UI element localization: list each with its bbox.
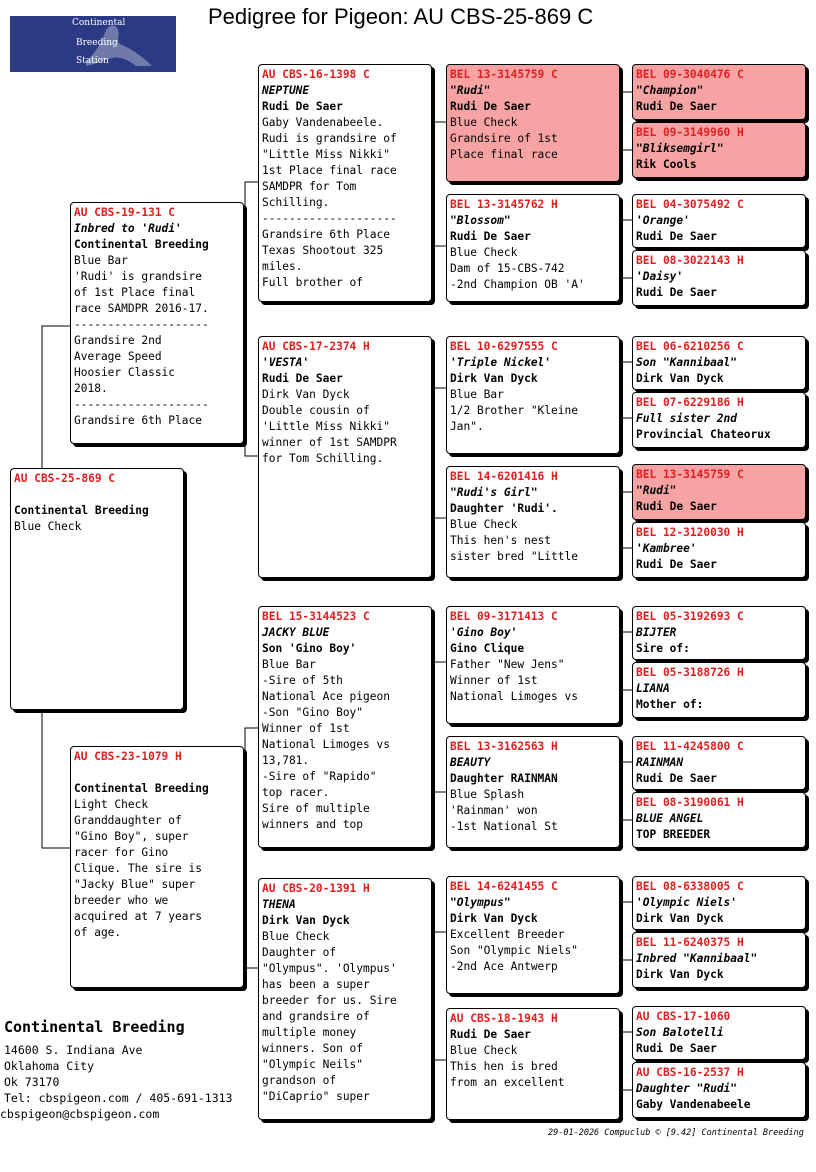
info-line: National Limoges vs — [262, 738, 390, 751]
breeder-line: Mother of: — [636, 698, 704, 711]
info-line: breeder for us. Sire — [262, 994, 397, 1007]
ring-number: BEL 11-6240375 H — [636, 936, 744, 949]
info-line: Blue Check — [450, 116, 518, 129]
pigeon-name: "Rudi" — [450, 84, 491, 97]
info-line: -2nd Ace Antwerp — [450, 960, 558, 973]
pigeon-name: "Olympus" — [450, 896, 511, 909]
info-line: for Tom Schilling. — [262, 452, 384, 465]
info-line: 'Rudi' is grandsire — [74, 270, 202, 283]
info-line: Hoosier Classic — [74, 366, 176, 379]
breeder-line: Rik Cools — [636, 158, 697, 171]
logo-line-2: Breeding — [76, 38, 118, 48]
pedigree-box-g14[interactable] — [632, 932, 806, 988]
info-line: Clique. The sire is — [74, 862, 202, 875]
info-line: Granddaughter of — [74, 814, 182, 827]
pigeon-name: LIANA — [636, 682, 670, 695]
info-line: Blue Splash — [450, 788, 525, 801]
info-line: Grandsire 2nd — [74, 334, 162, 347]
ring-number: BEL 14-6241455 C — [450, 880, 558, 893]
info-line: -Son "Gino Boy" — [262, 706, 364, 719]
pedigree-box-g3[interactable] — [632, 194, 806, 248]
pedigree-box-g10[interactable] — [632, 662, 806, 718]
pigeon-name: "Rudi" — [636, 484, 677, 497]
info-line: from an excellent — [450, 1076, 565, 1089]
ring-number: BEL 09-3149960 H — [636, 126, 744, 139]
breeder-line: Son 'Gino Boy' — [262, 642, 357, 655]
ring-number: AU CBS-23-1079 H — [74, 750, 182, 763]
info-line: Texas Shootout 325 — [262, 244, 384, 257]
pigeon-name: 'Orange' — [636, 214, 690, 227]
info-line: Blue Check — [14, 520, 82, 533]
pedigree-box-ssd[interactable] — [446, 194, 620, 302]
info-line: Average Speed — [74, 350, 162, 363]
pedigree-box-sss[interactable] — [446, 64, 620, 182]
ring-number: BEL 08-3022143 H — [636, 254, 744, 267]
ring-number: BEL 09-3040476 C — [636, 68, 744, 81]
ring-number: BEL 09-3171413 C — [450, 610, 558, 623]
info-line: Sire of multiple — [262, 802, 370, 815]
breeder-line: Daughter RAINMAN — [450, 772, 558, 785]
info-line: Gaby Vandenabeele. — [262, 116, 384, 129]
info-line: Blue Check — [450, 246, 518, 259]
info-line: Blue Bar — [74, 254, 128, 267]
info-line: winners. Son of — [262, 1042, 364, 1055]
info-line: 1/2 Brother "Kleine — [450, 404, 578, 417]
info-line: Dam of 15-CBS-742 — [450, 262, 565, 275]
info-line: SAMDPR for Tom — [262, 180, 357, 193]
info-line: -------------------- — [74, 318, 209, 331]
info-line: miles. — [262, 260, 303, 273]
pedigree-box-g11[interactable] — [632, 736, 806, 790]
pigeon-name: "Rudi's Girl" — [450, 486, 538, 499]
info-line: Blue Check — [262, 930, 330, 943]
info-line: Blue Bar — [450, 388, 504, 401]
pedigree-box-g1[interactable] — [632, 64, 806, 120]
pedigree-box-sire-dam[interactable] — [258, 336, 432, 578]
logo-line-3: Station — [76, 56, 109, 66]
pedigree-box-g7[interactable] — [632, 464, 806, 520]
ring-number: BEL 05-3188726 H — [636, 666, 744, 679]
info-line: grandson of — [262, 1074, 337, 1087]
breeder-line: Rudi De Saer — [450, 100, 531, 113]
info-line: Rudi is grandsire of — [262, 132, 397, 145]
pedigree-box-sire-sire[interactable] — [258, 64, 432, 302]
info-line: -------------------- — [262, 212, 397, 225]
ring-number: BEL 08-6338005 C — [636, 880, 744, 893]
address-line: Ok 73170 — [4, 1075, 60, 1089]
breeder-line: Provincial Chateorux — [636, 428, 771, 441]
breeder-line: TOP BREEDER — [636, 828, 711, 841]
pedigree-box-dss[interactable] — [446, 606, 620, 724]
breeder-line: Rudi De Saer — [636, 230, 717, 243]
ring-number: BEL 14-6201416 H — [450, 470, 558, 483]
ring-number: AU CBS-17-1060 — [636, 1010, 731, 1023]
info-line: Winner of 1st — [262, 722, 350, 735]
breeder-line: Dirk Van Dyck — [262, 914, 350, 927]
pigeon-name: Inbred to 'Rudi' — [74, 222, 182, 235]
pedigree-box-dam-sire[interactable] — [258, 606, 432, 848]
pigeon-name: Son "Kannibaal" — [636, 356, 738, 369]
pigeon-name: RAINMAN — [636, 756, 684, 769]
info-line: multiple money — [262, 1026, 357, 1039]
info-line: racer for Gino — [74, 846, 169, 859]
info-line: Continental Breeding — [14, 504, 149, 517]
pigeon-name: Son Balotelli — [636, 1026, 724, 1039]
info-line: Dirk Van Dyck — [262, 388, 350, 401]
breeder-line: Dirk Van Dyck — [636, 372, 724, 385]
address-line: 14600 S. Indiana Ave — [4, 1043, 143, 1057]
info-line: breeder who we — [74, 894, 169, 907]
breeder-line: Rudi De Saer — [636, 772, 717, 785]
info-line: 1st Place final race — [262, 164, 397, 177]
address-line: cbspigeon@cbspigeon.com — [0, 1107, 160, 1121]
info-line: -------------------- — [74, 398, 209, 411]
info-line: top racer. — [262, 786, 330, 799]
info-line: race SAMDPR 2016-17. — [74, 302, 209, 315]
info-line: Grandsire 6th Place — [74, 414, 202, 427]
pigeon-name: BIJTER — [636, 626, 677, 639]
info-line: Daughter of — [262, 946, 337, 959]
info-line: and grandsire of — [262, 1010, 370, 1023]
info-line: Full brother of — [262, 276, 364, 289]
breeder-line: Rudi De Saer — [636, 100, 717, 113]
info-line: Grandsire of 1st — [450, 132, 558, 145]
pedigree-box-g13[interactable] — [632, 876, 806, 930]
pigeon-name: "Blossom" — [450, 214, 511, 227]
info-line: Winner of 1st — [450, 674, 538, 687]
address-line: Tel: cbspigeon.com / 405-691-1313 — [4, 1091, 233, 1105]
pigeon-name: Inbred "Kannibaal" — [636, 952, 758, 965]
page-title: Pedigree for Pigeon: AU CBS-25-869 C — [208, 4, 594, 29]
address-line: Oklahoma City — [4, 1059, 95, 1073]
info-line: -Sire of "Rapido" — [262, 770, 377, 783]
breeder-line: Rudi De Saer — [636, 1042, 717, 1055]
pedigree-box-g9[interactable] — [632, 606, 806, 660]
pedigree-box-g8[interactable] — [632, 522, 806, 578]
info-line: of age. — [74, 926, 122, 939]
info-line: Blue Check — [450, 1044, 518, 1057]
breeder-line: Rudi De Saer — [636, 286, 717, 299]
info-line: Light Check — [74, 798, 149, 811]
breeder-line: Daughter 'Rudi'. — [450, 502, 558, 515]
breeder-line: Dirk Van Dyck — [636, 968, 724, 981]
logo-line-1: Continental — [72, 18, 126, 28]
pigeon-name: "Champion" — [636, 84, 704, 97]
info-line: -1st National St — [450, 820, 558, 833]
pigeon-name: 'Olympic Niels' — [636, 896, 738, 909]
info-line — [74, 765, 240, 781]
info-line: 2018. — [74, 382, 108, 395]
pigeon-name: BLUE ANGEL — [636, 812, 704, 825]
breeder-address — [0, 1042, 233, 1122]
info-line: Continental Breeding — [74, 782, 209, 795]
breeder-line: Rudi De Saer — [450, 230, 531, 243]
info-line: winners and top — [262, 818, 364, 831]
info-line: of 1st Place final — [74, 286, 196, 299]
info-line: winner of 1st SAMDPR — [262, 436, 397, 449]
info-line: Blue Check — [450, 518, 518, 531]
info-line: Son "Olympic Niels" — [450, 944, 578, 957]
breeder-line: Dirk Van Dyck — [450, 912, 538, 925]
ring-number: AU CBS-18-1943 H — [450, 1012, 558, 1025]
info-line: acquired at 7 years — [74, 910, 202, 923]
info-line: has been a super — [262, 978, 370, 991]
info-line: National Limoges vs — [450, 690, 578, 703]
info-line: 13,781. — [262, 754, 310, 767]
pedigree-box-sdd[interactable] — [446, 466, 620, 578]
info-line: Schilling. — [262, 196, 330, 209]
ring-number: AU CBS-20-1391 H — [262, 882, 370, 895]
ring-number: BEL 13-3162563 H — [450, 740, 558, 753]
ring-number: BEL 04-3075492 C — [636, 198, 744, 211]
print-stamp: 29-01-2026 Compuclub © [9.42] Continental Breeding — [548, 1128, 804, 1138]
info-line: -2nd Champion OB 'A' — [450, 278, 585, 291]
pedigree-box-dsd[interactable] — [446, 736, 620, 848]
pedigree-box-g6[interactable] — [632, 392, 806, 448]
pigeon-name: 'Triple Nickel' — [450, 356, 552, 369]
ring-number: BEL 12-3120030 H — [636, 526, 744, 539]
info-line: "Olympic Neils" — [262, 1058, 364, 1071]
info-line: National Ace pigeon — [262, 690, 390, 703]
pigeon-name: "Bliksemgirl" — [636, 142, 724, 155]
breeder-line: Gaby Vandenabeele — [636, 1098, 751, 1111]
info-line: This hen's nest — [450, 534, 552, 547]
ring-number: AU CBS-17-2374 H — [262, 340, 370, 353]
info-line: "Gino Boy", super — [74, 830, 189, 843]
pedigree-box-g15[interactable] — [632, 1006, 806, 1060]
pedigree-box-g16[interactable] — [632, 1062, 806, 1118]
pigeon-name: THENA — [262, 898, 296, 911]
pigeon-name: Full sister 2nd — [636, 412, 738, 425]
info-line: "Olympus". 'Olympus' — [262, 962, 397, 975]
ring-number: BEL 13-3145759 C — [636, 468, 744, 481]
pedigree-box-dam[interactable] — [70, 746, 244, 988]
breeder-line: Rudi De Saer — [262, 372, 343, 385]
info-line: Father "New Jens" — [450, 658, 565, 671]
pigeon-name: 'Kambree' — [636, 542, 697, 555]
info-line: sister bred "Little — [450, 550, 578, 563]
breeder-name: Continental Breeding — [4, 1018, 185, 1036]
breeder-line: Gino Clique — [450, 642, 525, 655]
ring-number: BEL 10-6297555 C — [450, 340, 558, 353]
pedigree-box-subject[interactable] — [10, 468, 184, 710]
ring-number: BEL 06-6210256 C — [636, 340, 744, 353]
ring-number: BEL 11-4245800 C — [636, 740, 744, 753]
info-line: Excellent Breeder — [450, 928, 565, 941]
pedigree-box-sire[interactable] — [70, 202, 244, 444]
pigeon-name: Daughter "Rudi" — [636, 1082, 738, 1095]
pedigree-box-g5[interactable] — [632, 336, 806, 390]
ring-number: BEL 13-3145762 H — [450, 198, 558, 211]
info-line: -Sire of 5th — [262, 674, 343, 687]
breeder-line: Dirk Van Dyck — [636, 912, 724, 925]
breeder-line: Rudi De Saer — [636, 500, 717, 513]
info-line: "Little Miss Nikki" — [262, 148, 390, 161]
info-line: 'Rainman' won — [450, 804, 538, 817]
pigeon-name: 'Daisy' — [636, 270, 684, 283]
ring-number: AU CBS-16-2537 H — [636, 1066, 744, 1079]
pedigree-box-g2[interactable] — [632, 122, 806, 178]
ring-number: BEL 08-3190061 H — [636, 796, 744, 809]
breeder-line: Sire of: — [636, 642, 690, 655]
ring-number: AU CBS-25-869 C — [14, 472, 116, 485]
ring-number: AU CBS-16-1398 C — [262, 68, 370, 81]
pigeon-name: JACKY BLUE — [262, 626, 330, 639]
pigeon-name: 'Gino Boy' — [450, 626, 518, 639]
pedigree-box-ddd[interactable] — [446, 1008, 620, 1120]
info-line: Jan". — [450, 420, 484, 433]
ring-number: BEL 05-3192693 C — [636, 610, 744, 623]
info-line: 'Little Miss Nikki" — [262, 420, 390, 433]
info-line: Blue Bar — [262, 658, 316, 671]
pedigree-box-g4[interactable] — [632, 250, 806, 306]
ring-number: AU CBS-19-131 C — [74, 206, 176, 219]
breeder-line: Rudi De Saer — [636, 558, 717, 571]
pedigree-box-dam-dam[interactable] — [258, 878, 432, 1120]
pigeon-name: BEAUTY — [450, 756, 491, 769]
breeder-line: Dirk Van Dyck — [450, 372, 538, 385]
breeder-line: Continental Breeding — [74, 238, 209, 251]
info-line: Double cousin of — [262, 404, 370, 417]
info-line: Grandsire 6th Place — [262, 228, 390, 241]
info-line: "DiCaprio" super — [262, 1090, 370, 1103]
info-line: Place final race — [450, 148, 558, 161]
pedigree-box-dds[interactable] — [446, 876, 620, 994]
pigeon-name: NEPTUNE — [262, 84, 310, 97]
breeder-line: Rudi De Saer — [262, 100, 343, 113]
info-line — [14, 487, 180, 503]
ring-number: BEL 07-6229186 H — [636, 396, 744, 409]
ring-number: BEL 15-3144523 C — [262, 610, 370, 623]
info-line: This hen is bred — [450, 1060, 558, 1073]
pigeon-name: 'VESTA' — [262, 356, 310, 369]
ring-number: BEL 13-3145759 C — [450, 68, 558, 81]
pedigree-box-g12[interactable] — [632, 792, 806, 848]
breeder-line: Rudi De Saer — [450, 1028, 531, 1041]
pedigree-box-sds[interactable] — [446, 336, 620, 454]
info-line: "Jacky Blue" super — [74, 878, 196, 891]
